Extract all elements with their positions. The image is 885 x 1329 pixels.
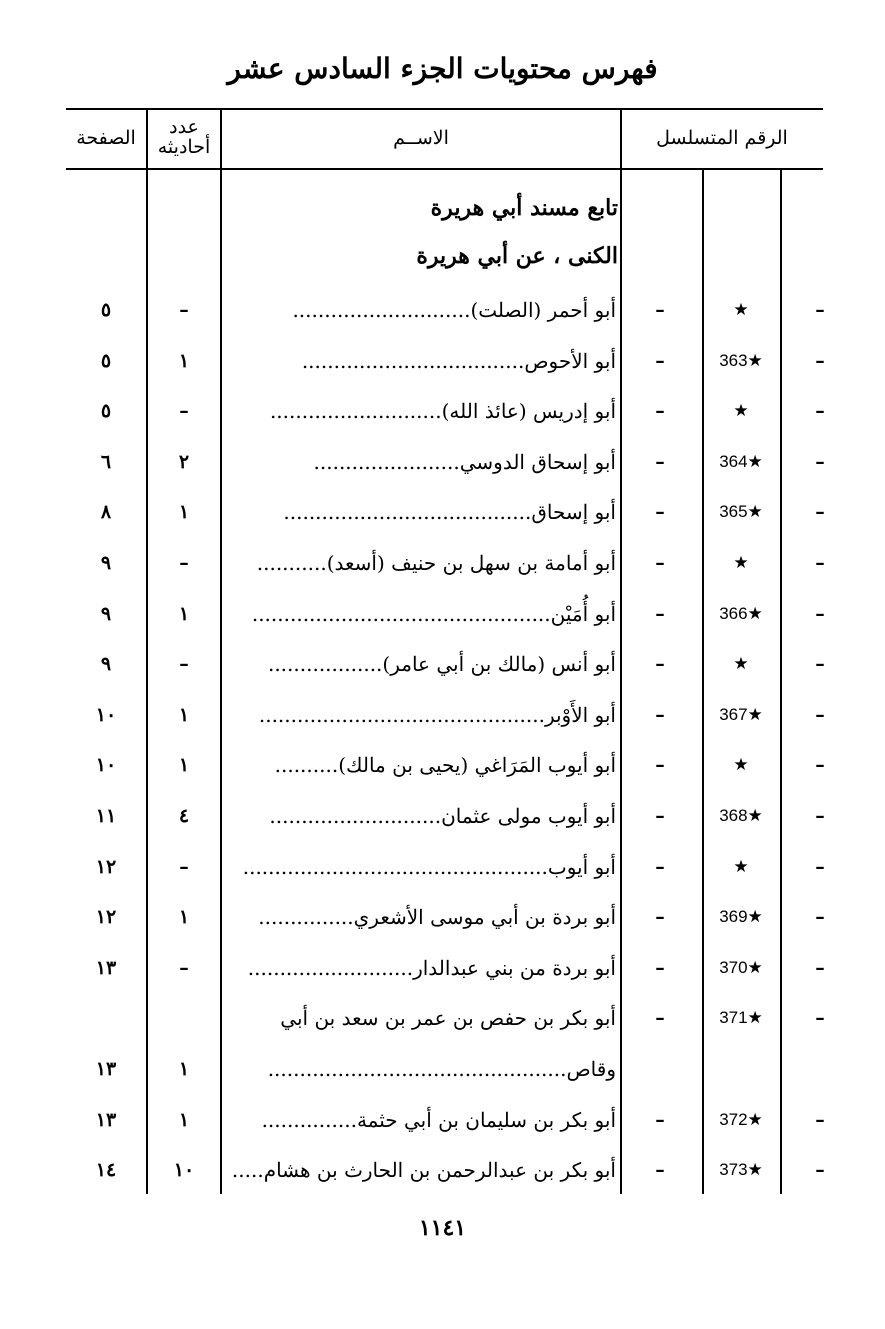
serial-dash: – — [815, 906, 825, 929]
narrator-name: أبو أيوب مولى عثمان — [441, 804, 616, 828]
serial-dash: – — [815, 299, 825, 321]
table-row — [0, 1100, 885, 1140]
serial-number: 365★ — [719, 502, 763, 522]
table-row — [0, 796, 885, 836]
leader-dots: ....................................... — [283, 500, 532, 525]
narrator-name-cell — [224, 594, 616, 634]
leader-dots: .................. — [267, 652, 383, 677]
table-row — [0, 847, 885, 887]
page-number-cell: ١٣ — [95, 956, 117, 979]
narrator-name-cell — [224, 644, 616, 684]
serial-number: 366★ — [719, 603, 763, 623]
serial-dash: – — [815, 349, 825, 372]
hadith-count: – — [179, 400, 189, 423]
subheading: الكنى ، عن أبي هريرة — [416, 243, 618, 269]
hadith-count: ٢ — [178, 450, 190, 473]
serial-number: 367★ — [719, 704, 763, 724]
serial-dash: – — [815, 754, 825, 777]
table-row — [0, 492, 885, 532]
hadith-count: ١ — [178, 602, 190, 625]
leader-dots: ............................ — [292, 298, 471, 322]
narrator-name: أبو بردة من بني عبدالدار — [413, 955, 616, 980]
table-row — [0, 644, 885, 684]
narrator-name-cell — [224, 1150, 616, 1190]
name-dash: – — [655, 400, 665, 423]
hadith-count: – — [179, 956, 189, 979]
page-number-cell: ٥ — [100, 299, 112, 321]
serial-number: 369★ — [719, 907, 763, 927]
header-name: الاســم — [393, 127, 449, 149]
name-dash: – — [655, 1007, 665, 1030]
table-row — [0, 341, 885, 381]
name-dash: – — [655, 299, 665, 321]
hadith-count: – — [179, 552, 189, 574]
narrator-name-cell — [224, 847, 616, 887]
page-number-cell: ١٠ — [95, 703, 117, 726]
leader-dots: ............... — [258, 905, 354, 930]
serial-number: 373★ — [719, 1160, 763, 1180]
header-page: الصفحة — [76, 127, 136, 149]
serial-dash: – — [815, 703, 825, 726]
leader-dots: ............................................... — [251, 601, 551, 626]
table-row — [0, 543, 885, 583]
narrator-name: أبو بردة بن أبي موسى الأشعري — [353, 905, 616, 930]
name-dash — [640, 1049, 680, 1089]
serial-number: ★ — [733, 300, 749, 319]
leader-dots: ........................... — [269, 399, 442, 424]
hadith-count: ١ — [178, 1108, 190, 1131]
table-top-rule — [66, 108, 823, 110]
name-dash: – — [655, 855, 665, 878]
leader-dots: ........... — [256, 551, 327, 575]
page-number-cell — [66, 998, 146, 1038]
name-dash: – — [655, 703, 665, 726]
narrator-name: أبو بكر بن عبدالرحمن بن الحارث بن هشام — [263, 1158, 616, 1183]
narrator-name: أبو بكر بن سليمان بن أبي حثمة — [356, 1107, 616, 1132]
narrator-name-cell — [224, 341, 616, 381]
serial-dash: – — [815, 956, 825, 979]
table-row — [0, 290, 885, 330]
table-row — [0, 745, 885, 785]
hadith-count: ١ — [178, 1058, 190, 1080]
serial-dash: – — [815, 501, 825, 524]
narrator-name: أبو أُمَيْن — [550, 601, 616, 626]
hadith-count: ١ — [178, 703, 190, 726]
leader-dots: ............... — [261, 1107, 357, 1132]
serial-dash — [800, 1049, 840, 1089]
narrator-name-cell — [224, 897, 616, 937]
narrator-name: أبو أيوب المَرَاغي (يحيى بن مالك) — [338, 753, 616, 778]
narrator-name-cell — [224, 796, 616, 836]
leader-dots: .......................... — [247, 955, 414, 980]
leader-dots: ................................... — [301, 348, 525, 373]
name-dash: – — [655, 552, 665, 574]
page-number-cell: ١٤ — [95, 1159, 117, 1182]
page-number-cell: ١٢ — [95, 855, 117, 878]
header-hadith-count-1: عدد — [169, 116, 199, 138]
serial-dash: – — [815, 1108, 825, 1131]
table-row — [0, 1049, 885, 1089]
serial-dash: – — [815, 805, 825, 827]
serial-number: 372★ — [719, 1109, 763, 1129]
page-number-cell: ٩ — [100, 653, 112, 676]
narrator-name-cell — [224, 290, 616, 330]
hadith-count: ١٠ — [173, 1159, 195, 1182]
name-dash: – — [655, 349, 665, 372]
narrator-name-cell — [224, 948, 616, 988]
serial-dash: – — [815, 400, 825, 423]
table-row — [0, 948, 885, 988]
serial-dash: – — [815, 450, 825, 473]
serial-number: 363★ — [719, 350, 763, 370]
hadith-count: ١ — [178, 501, 190, 524]
narrator-name: أبو إسحاق — [531, 500, 616, 525]
page-number-cell: ١٣ — [95, 1108, 117, 1131]
name-dash: – — [655, 1159, 665, 1182]
narrator-name: أبو الأَوْبر — [544, 702, 616, 727]
serial-dash: – — [815, 602, 825, 625]
serial-number: 368★ — [719, 806, 763, 825]
serial-dash: – — [815, 855, 825, 878]
hadith-count — [148, 998, 220, 1038]
page-number-cell: ١٠ — [95, 754, 117, 777]
table-row — [0, 998, 885, 1038]
hadith-count: – — [179, 855, 189, 878]
page-number-cell: ١٣ — [95, 1058, 117, 1080]
table-row — [0, 442, 885, 482]
name-dash: – — [655, 501, 665, 524]
header-serial: الرقم المتسلسل — [656, 127, 788, 149]
page-number-cell: ١١ — [95, 805, 117, 827]
hadith-count: ٤ — [178, 805, 190, 827]
table-row — [0, 391, 885, 431]
leader-dots: ........................... — [269, 804, 442, 828]
name-dash: – — [655, 1108, 665, 1131]
table-row — [0, 695, 885, 735]
header-hadith-count-2: أحاديثه — [157, 136, 211, 158]
narrator-name-cell — [224, 492, 616, 532]
narrator-name-cell — [224, 543, 616, 583]
leader-dots: ............................................. — [258, 702, 545, 727]
serial-number: ★ — [733, 553, 749, 572]
narrator-name-cell — [224, 1049, 616, 1089]
page-number-cell: ١٢ — [95, 906, 117, 929]
narrator-name: أبو أنس (مالك بن أبي عامر) — [382, 652, 616, 677]
name-dash: – — [655, 450, 665, 473]
hadith-count: – — [179, 299, 189, 321]
serial-number: ★ — [733, 654, 749, 674]
page-number-cell: ٩ — [100, 602, 112, 625]
narrator-name: أبو أحمر (الصلت) — [470, 298, 616, 322]
leader-dots: ................................................ — [242, 854, 548, 879]
narrator-name-cell — [224, 1100, 616, 1140]
hadith-count: – — [179, 653, 189, 676]
page-number-cell: ٨ — [100, 501, 112, 524]
serial-number: 364★ — [719, 451, 763, 471]
hadith-count: ١ — [178, 754, 190, 777]
narrator-name-cell — [224, 695, 616, 735]
subheading: تابع مسند أبي هريرة — [430, 195, 618, 221]
page-number: ١١٤١ — [418, 1215, 467, 1241]
serial-dash: – — [815, 552, 825, 574]
table-row — [0, 594, 885, 634]
page-number-cell: ٩ — [100, 552, 112, 574]
page-title: فهرس محتويات الجزء السادس عشر — [227, 52, 658, 85]
leader-dots: .......... — [274, 753, 339, 778]
name-dash: – — [655, 906, 665, 929]
serial-number: ★ — [733, 856, 749, 876]
name-dash: – — [655, 602, 665, 625]
leader-dots: ..... — [231, 1158, 264, 1183]
serial-number: ★ — [733, 401, 749, 421]
page-number-cell: ٦ — [100, 450, 112, 473]
serial-dash: – — [815, 653, 825, 676]
leader-dots: ....................... — [313, 449, 460, 474]
name-dash: – — [655, 653, 665, 676]
serial-number: 370★ — [719, 957, 763, 977]
name-dash: – — [655, 956, 665, 979]
serial-number: ★ — [733, 755, 749, 775]
serial-number: 371★ — [719, 1008, 763, 1028]
serial-number — [706, 1049, 776, 1089]
narrator-name: أبو بكر بن حفص بن عمر بن سعد بن أبي — [280, 1006, 616, 1031]
header-bottom-rule — [66, 168, 823, 170]
table-row — [0, 1150, 885, 1190]
page-number-cell: ٥ — [100, 400, 112, 423]
table-row — [0, 897, 885, 937]
narrator-name-cell — [224, 745, 616, 785]
leader-dots: ............................................... — [267, 1057, 567, 1081]
page-number-cell: ٥ — [100, 349, 112, 372]
narrator-name-cell — [224, 998, 616, 1038]
serial-dash: – — [815, 1007, 825, 1030]
narrator-name-cell — [224, 442, 616, 482]
name-dash: – — [655, 805, 665, 827]
name-dash: – — [655, 754, 665, 777]
hadith-count: ١ — [178, 906, 190, 929]
serial-dash: – — [815, 1159, 825, 1182]
narrator-name: أبو إدريس (عائذ الله) — [441, 399, 616, 424]
narrator-name: أبو الأحوص — [524, 348, 616, 373]
hadith-count: ١ — [178, 349, 190, 372]
narrator-name: أبو إسحاق الدوسي — [459, 449, 616, 474]
narrator-name-cell — [224, 391, 616, 431]
narrator-name: وقاص — [566, 1057, 616, 1081]
narrator-name: أبو أمامة بن سهل بن حنيف (أسعد) — [326, 551, 616, 575]
narrator-name: أبو أيوب — [547, 854, 616, 879]
